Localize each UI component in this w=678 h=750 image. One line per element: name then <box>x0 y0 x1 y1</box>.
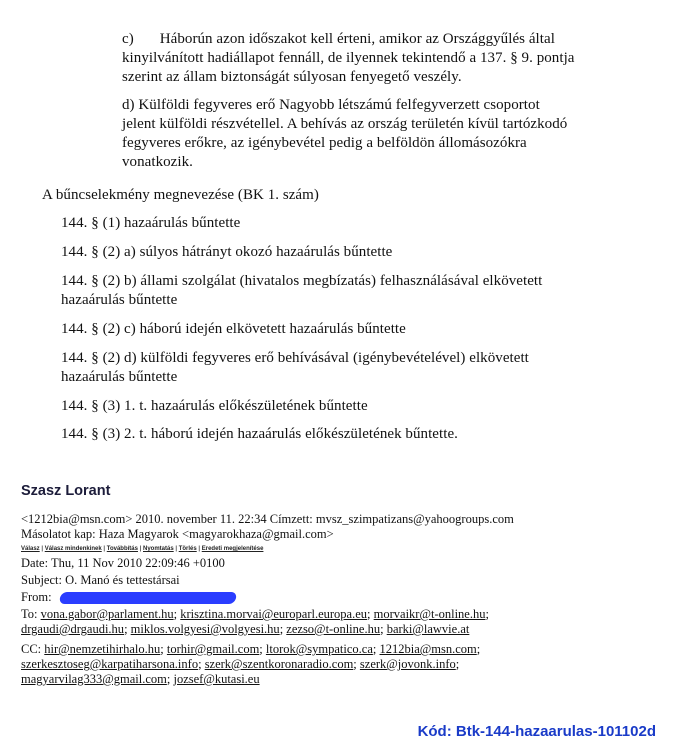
crime-item-4: 144. § (2) c) háború idején elkövetett hazaárulás bűntette <box>61 321 406 337</box>
forward-link[interactable]: Továbbítás <box>106 546 138 552</box>
cc-address[interactable]: szerkesztoseg@karpatiharsona.info <box>21 657 199 671</box>
cc-address[interactable]: torhir@gmail.com <box>166 642 260 656</box>
to-address[interactable]: barki@lawvie.at <box>386 622 470 636</box>
reply-link[interactable]: Válasz <box>21 546 40 552</box>
paragraph-d-line-3: fegyveres erőkre, az igénybevétel pedig a belföldön állomásozókra <box>122 135 527 151</box>
to-label: To: <box>21 607 38 621</box>
email-action-links: Válasz | Válasz mindenkinek | Továbbítás | Nyomtatás | Törlés | Eredeti megjelenítése <box>21 546 264 552</box>
cc-label: CC: <box>21 642 42 656</box>
email-subject-line: Subject: O. Manó és tettestársai <box>21 573 180 587</box>
cc-line-2: szerkesztoseg@karpatiharsona.info; szerk@szentkoronaradio.com; szerk@jovonk.info; <box>21 657 460 671</box>
crime-item-1: 144. § (1) hazaárulás bűntette <box>61 215 241 231</box>
paragraph-c-marker: c) <box>122 31 134 47</box>
cc-address[interactable]: 1212bia@msn.com <box>379 642 477 656</box>
crime-item-7: 144. § (3) 2. t. háború idején hazaárulás előkészületének bűntette. <box>61 426 458 442</box>
to-address[interactable]: vona.gabor@parlament.hu <box>40 607 174 621</box>
crime-item-3-continuation: hazaárulás bűntette <box>61 292 178 308</box>
print-link[interactable]: Nyomtatás <box>143 546 174 552</box>
paragraph-c-line-1: c) Háborún azon időszakot kell érteni, amikor az Országgyűlés által <box>122 31 555 47</box>
paragraph-c-line-3: szerint az állam biztonságát súlyosan fenyegető veszély. <box>122 69 462 85</box>
crime-item-2: 144. § (2) a) súlyos hátrányt okozó hazaárulás bűntette <box>61 244 393 260</box>
cc-address[interactable]: ltorok@sympatico.ca <box>265 642 373 656</box>
email-date-line: Date: Thu, 11 Nov 2010 22:09:46 +0100 <box>21 556 225 570</box>
reply-all-link[interactable]: Válasz mindenkinek <box>44 546 102 552</box>
to-line-2: drgaudi@drgaudi.hu; miklos.volgyesi@volgyesi.hu; zezso@t-online.hu; barki@lawvie.at <box>21 622 470 636</box>
cc-address[interactable]: jozsef@kutasi.eu <box>173 672 260 686</box>
email-to-block <box>21 607 631 637</box>
to-line-1: To: vona.gabor@parlament.hu; krisztina.morvai@europarl.europa.eu; morvaikr@t-online.hu; <box>21 607 489 621</box>
cc-address[interactable]: hir@nemzetihirhalo.hu <box>44 642 161 656</box>
paragraph-d-line-1: d) Külföldi fegyveres erő Nagyobb létszámú felfegyverzett csoportot <box>122 97 540 113</box>
paragraph-c <box>122 30 648 87</box>
delete-link[interactable]: Törlés <box>178 546 197 552</box>
email-copy-line: Másolatot kap: Haza Magyarok <magyarokhaza@gmail.com> <box>21 527 334 541</box>
cc-address[interactable]: magyarvilag333@gmail.com <box>21 672 167 686</box>
email-cc-block <box>21 642 631 687</box>
to-address[interactable]: krisztina.morvai@europarl.europa.eu <box>180 607 368 621</box>
crime-item-3: 144. § (2) b) állami szolgálat (hivatalos megbízatás) felhasználásával elkövetett <box>61 273 543 289</box>
redaction-mark <box>59 592 238 604</box>
to-address[interactable]: morvaikr@t-online.hu <box>373 607 486 621</box>
paragraph-c-line-2: kinyilvánított hadiállapot fennáll, de ilyennek tekintendő a 137. § 9. pontja <box>122 50 575 66</box>
email-sender-name: Szasz Lorant <box>21 483 111 499</box>
crime-item-5-continuation: hazaárulás bűntette <box>61 369 178 385</box>
to-address[interactable]: miklos.volgyesi@volgyesi.hu <box>130 622 280 636</box>
document-code-label: Kód: Btk-144-hazaarulas-101102d <box>417 723 656 740</box>
paragraph-d-line-4: vonatkozik. <box>122 154 193 170</box>
email-header-line: <1212bia@msn.com> 2010. november 11. 22:34 Címzett: mvsz_szimpatizans@yahoogroups.com <box>21 512 514 526</box>
cc-address[interactable]: szerk@jovonk.info <box>359 657 456 671</box>
cc-address[interactable]: szerk@szentkoronaradio.com <box>204 657 354 671</box>
crime-heading: A bűncselekmény megnevezése (BK 1. szám) <box>42 187 319 203</box>
to-address[interactable]: drgaudi@drgaudi.hu <box>21 622 125 636</box>
show-original-link[interactable]: Eredeti megjelenítése <box>201 546 264 552</box>
paragraph-d-line-2: jelent külföldi részvétellel. A behívás az ország területén kívül tartózkodó <box>122 116 568 132</box>
crime-item-5: 144. § (2) d) külföldi fegyveres erő behívásával (igénybevételével) elkövetett <box>61 350 529 366</box>
crime-item-6: 144. § (3) 1. t. hazaárulás előkészületének bűntette <box>61 398 368 414</box>
paragraph-d <box>122 96 648 172</box>
to-address[interactable]: zezso@t-online.hu <box>286 622 381 636</box>
cc-line-3: magyarvilag333@gmail.com; jozsef@kutasi.eu <box>21 672 260 686</box>
email-from-label: From: <box>21 590 52 604</box>
cc-line-1: CC: hir@nemzetihirhalo.hu; torhir@gmail.com; ltorok@sympatico.ca; 1212bia@msn.com; <box>21 642 481 656</box>
